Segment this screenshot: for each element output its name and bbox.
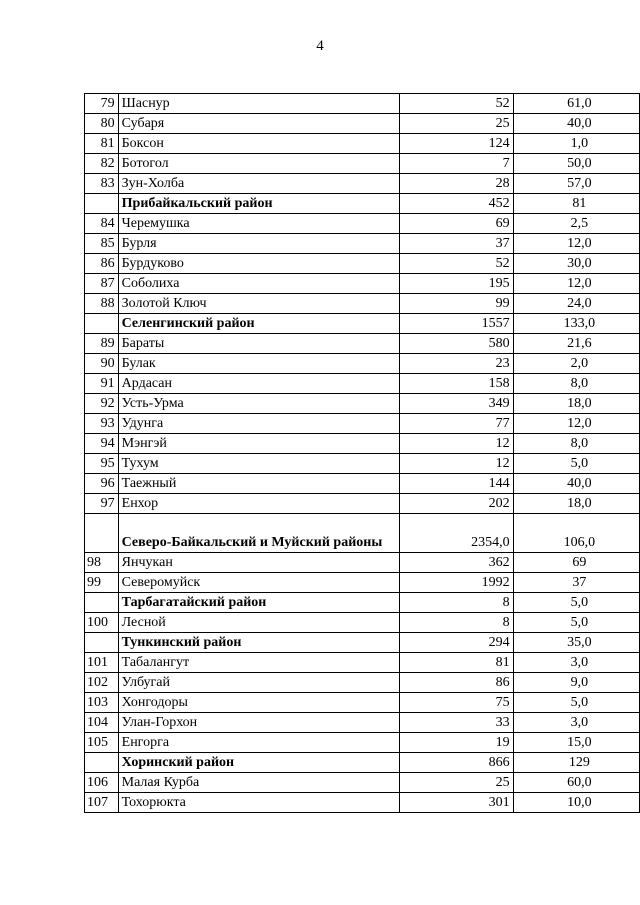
value2-cell <box>513 194 639 214</box>
table-body <box>85 94 640 813</box>
value2-text: 57,0 <box>567 176 592 191</box>
row-number-cell: 102 <box>85 673 119 693</box>
value2-text: 8,0 <box>570 376 589 391</box>
table-row <box>85 254 640 274</box>
table-row <box>85 294 640 314</box>
value2-cell <box>513 713 639 733</box>
settlement-name-cell: Северомуйск <box>118 573 400 593</box>
table-row <box>85 713 640 733</box>
value2-cell <box>513 334 639 354</box>
value2-cell <box>513 454 639 474</box>
value2-text: 10,0 <box>567 795 592 810</box>
row-number-cell: 84 <box>85 214 119 234</box>
row-number-cell: 107 <box>85 793 119 813</box>
table-row <box>85 673 640 693</box>
settlement-name-cell: Мэнгэй <box>118 434 400 454</box>
value2-cell <box>513 354 639 374</box>
value1-cell: 7 <box>400 154 513 174</box>
value1-cell: 12 <box>400 454 513 474</box>
value1-cell: 8 <box>400 593 513 613</box>
row-number-cell: 90 <box>85 354 119 374</box>
value2-cell <box>513 174 639 194</box>
row-number-cell: 79 <box>85 94 119 114</box>
value1-cell: 37 <box>400 234 513 254</box>
value1-cell: 144 <box>400 474 513 494</box>
value2-text: 12,0 <box>567 416 592 431</box>
value2-text: 18,0 <box>567 396 592 411</box>
value2-cell <box>513 434 639 454</box>
value2-text: 30,0 <box>567 256 592 271</box>
value2-text: 12,0 <box>567 236 592 251</box>
value1-cell: 866 <box>400 753 513 773</box>
value1-cell: 25 <box>400 114 513 134</box>
row-number-cell: 106 <box>85 773 119 793</box>
row-number-cell: 81 <box>85 134 119 154</box>
value1-cell: 12 <box>400 434 513 454</box>
value1-cell: 580 <box>400 334 513 354</box>
value1-cell: 301 <box>400 793 513 813</box>
value2-text: 106,0 <box>563 535 596 550</box>
value2-text: 129 <box>568 755 590 770</box>
row-number-cell <box>85 314 119 334</box>
settlement-name-cell: Булак <box>118 354 400 374</box>
value2-text: 21,6 <box>567 336 592 351</box>
value2-text: 8,0 <box>570 436 589 451</box>
settlements-table <box>84 93 640 813</box>
settlement-name-cell: Соболиха <box>118 274 400 294</box>
value2-cell <box>513 633 639 653</box>
value1-cell: 202 <box>400 494 513 514</box>
value1-cell: 99 <box>400 294 513 314</box>
settlement-name-cell: Хонгодоры <box>118 693 400 713</box>
row-number-cell: 88 <box>85 294 119 314</box>
value1-cell: 1557 <box>400 314 513 334</box>
row-number-cell <box>85 514 119 553</box>
value2-cell <box>513 314 639 334</box>
table-row <box>85 454 640 474</box>
settlement-name-cell: Бурдуково <box>118 254 400 274</box>
table-row <box>85 174 640 194</box>
settlement-name-cell: Бурля <box>118 234 400 254</box>
value2-cell <box>513 773 639 793</box>
table-row <box>85 214 640 234</box>
value1-cell: 28 <box>400 174 513 194</box>
value2-cell <box>513 753 639 773</box>
value2-cell <box>513 733 639 753</box>
value2-cell <box>513 254 639 274</box>
row-number-cell: 87 <box>85 274 119 294</box>
value2-cell <box>513 214 639 234</box>
row-number-cell <box>85 633 119 653</box>
table-row <box>85 494 640 514</box>
value2-text: 50,0 <box>567 156 592 171</box>
value2-text: 5,0 <box>570 615 589 630</box>
settlement-name-cell: Зун-Холба <box>118 174 400 194</box>
value2-text: 5,0 <box>570 595 589 610</box>
value2-cell <box>513 693 639 713</box>
settlement-name-cell: Улан-Горхон <box>118 713 400 733</box>
settlement-name-cell: Таежный <box>118 474 400 494</box>
value2-text: 133,0 <box>563 316 596 331</box>
district-name-cell: Тункинский район <box>118 633 400 653</box>
value1-cell: 52 <box>400 254 513 274</box>
value2-text: 9,0 <box>570 675 589 690</box>
value2-cell <box>513 653 639 673</box>
value2-cell <box>513 793 639 813</box>
value2-text: 12,0 <box>567 276 592 291</box>
value2-cell <box>513 553 639 573</box>
district-name-cell: Прибайкальский район <box>118 194 400 214</box>
table-row <box>85 553 640 573</box>
value1-cell: 124 <box>400 134 513 154</box>
value2-text: 24,0 <box>567 296 592 311</box>
value2-text: 81 <box>572 196 587 211</box>
page-number: 4 <box>316 38 324 54</box>
district-row <box>85 593 640 613</box>
table-row <box>85 613 640 633</box>
row-number-cell: 80 <box>85 114 119 134</box>
value1-cell: 362 <box>400 553 513 573</box>
value2-cell <box>513 374 639 394</box>
settlement-name-cell: Табалангут <box>118 653 400 673</box>
table-row <box>85 773 640 793</box>
value1-cell: 19 <box>400 733 513 753</box>
value2-text: 35,0 <box>567 635 592 650</box>
row-number-cell: 91 <box>85 374 119 394</box>
settlement-name-cell: Тохорюкта <box>118 793 400 813</box>
value2-cell <box>513 474 639 494</box>
value1-cell: 195 <box>400 274 513 294</box>
district-name-cell: Селенгинский район <box>118 314 400 334</box>
value1-cell: 25 <box>400 773 513 793</box>
settlement-name-cell: Шаснур <box>118 94 400 114</box>
district-name-cell: Хоринский район <box>118 753 400 773</box>
district-row <box>85 514 640 553</box>
value1-cell: 81 <box>400 653 513 673</box>
value2-cell <box>513 94 639 114</box>
settlement-name-cell: Боксон <box>118 134 400 154</box>
district-row <box>85 314 640 334</box>
value2-text: 37 <box>572 575 587 590</box>
table-row <box>85 94 640 114</box>
table-row <box>85 434 640 454</box>
settlement-name-cell: Улбугай <box>118 673 400 693</box>
row-number-cell: 83 <box>85 174 119 194</box>
settlement-name-cell: Тухум <box>118 454 400 474</box>
settlement-name-cell: Енгорга <box>118 733 400 753</box>
value2-cell <box>513 573 639 593</box>
settlement-name-cell: Енхор <box>118 494 400 514</box>
value2-text: 5,0 <box>570 456 589 471</box>
value2-text: 15,0 <box>567 735 592 750</box>
value2-cell <box>513 514 639 553</box>
row-number-cell: 100 <box>85 613 119 633</box>
row-number-cell <box>85 753 119 773</box>
value2-text: 5,0 <box>570 695 589 710</box>
value2-cell <box>513 274 639 294</box>
value2-text: 3,0 <box>570 655 589 670</box>
value1-cell: 23 <box>400 354 513 374</box>
value2-text: 3,0 <box>570 715 589 730</box>
value2-cell <box>513 114 639 134</box>
value1-cell: 33 <box>400 713 513 733</box>
value2-cell <box>513 154 639 174</box>
value2-cell <box>513 414 639 434</box>
table-row <box>85 793 640 813</box>
row-number-cell <box>85 194 119 214</box>
value2-text: 1,0 <box>570 136 589 151</box>
row-number-cell: 95 <box>85 454 119 474</box>
value1-cell: 52 <box>400 94 513 114</box>
value1-cell: 349 <box>400 394 513 414</box>
row-number-cell: 82 <box>85 154 119 174</box>
district-name-cell: Северо-Байкальский и Муйский районы <box>118 514 400 553</box>
table-row <box>85 474 640 494</box>
row-number-cell: 86 <box>85 254 119 274</box>
value1-cell: 77 <box>400 414 513 434</box>
table-row <box>85 154 640 174</box>
value2-cell <box>513 294 639 314</box>
row-number-cell: 93 <box>85 414 119 434</box>
table-row <box>85 374 640 394</box>
table-row <box>85 733 640 753</box>
district-row <box>85 194 640 214</box>
table-row <box>85 414 640 434</box>
table-row <box>85 134 640 154</box>
row-number-cell: 96 <box>85 474 119 494</box>
table-row <box>85 354 640 374</box>
row-number-cell: 94 <box>85 434 119 454</box>
row-number-cell: 103 <box>85 693 119 713</box>
settlement-name-cell: Усть-Урма <box>118 394 400 414</box>
row-number-cell: 92 <box>85 394 119 414</box>
settlement-name-cell: Субаря <box>118 114 400 134</box>
row-number-cell: 101 <box>85 653 119 673</box>
settlement-name-cell: Янчукан <box>118 553 400 573</box>
value2-cell <box>513 234 639 254</box>
row-number-cell: 85 <box>85 234 119 254</box>
settlement-name-cell: Лесной <box>118 613 400 633</box>
table-row <box>85 394 640 414</box>
row-number-cell: 104 <box>85 713 119 733</box>
table-row <box>85 114 640 134</box>
value1-cell: 1992 <box>400 573 513 593</box>
table-row <box>85 274 640 294</box>
settlement-name-cell: Ботогол <box>118 154 400 174</box>
value1-cell: 294 <box>400 633 513 653</box>
value2-text: 2,5 <box>570 216 589 231</box>
value2-text: 18,0 <box>567 496 592 511</box>
value1-cell: 2354,0 <box>400 514 513 553</box>
row-number-cell: 105 <box>85 733 119 753</box>
value1-cell: 8 <box>400 613 513 633</box>
row-number-cell: 97 <box>85 494 119 514</box>
value2-text: 2,0 <box>570 356 589 371</box>
settlement-name-cell: Бараты <box>118 334 400 354</box>
value1-cell: 452 <box>400 194 513 214</box>
row-number-cell: 98 <box>85 553 119 573</box>
value2-cell <box>513 394 639 414</box>
settlement-name-cell: Удунга <box>118 414 400 434</box>
value2-cell <box>513 673 639 693</box>
value1-cell: 86 <box>400 673 513 693</box>
district-row <box>85 633 640 653</box>
settlement-name-cell: Черемушка <box>118 214 400 234</box>
table-row <box>85 653 640 673</box>
table-row <box>85 693 640 713</box>
settlement-name-cell: Ардасан <box>118 374 400 394</box>
value2-text: 61,0 <box>567 96 592 111</box>
value2-text: 60,0 <box>567 775 592 790</box>
settlement-name-cell: Золотой Ключ <box>118 294 400 314</box>
table-row <box>85 334 640 354</box>
value1-cell: 158 <box>400 374 513 394</box>
value2-text: 69 <box>572 555 587 570</box>
table-row <box>85 234 640 254</box>
value2-cell <box>513 494 639 514</box>
value1-cell: 75 <box>400 693 513 713</box>
district-name-cell: Тарбагатайский район <box>118 593 400 613</box>
district-row <box>85 753 640 773</box>
row-number-cell <box>85 593 119 613</box>
row-number-cell: 99 <box>85 573 119 593</box>
value2-cell <box>513 613 639 633</box>
table-row <box>85 573 640 593</box>
row-number-cell: 89 <box>85 334 119 354</box>
value2-text: 40,0 <box>567 476 592 491</box>
value2-cell <box>513 593 639 613</box>
settlement-name-cell: Малая Курба <box>118 773 400 793</box>
value2-text: 40,0 <box>567 116 592 131</box>
value2-cell <box>513 134 639 154</box>
value1-cell: 69 <box>400 214 513 234</box>
